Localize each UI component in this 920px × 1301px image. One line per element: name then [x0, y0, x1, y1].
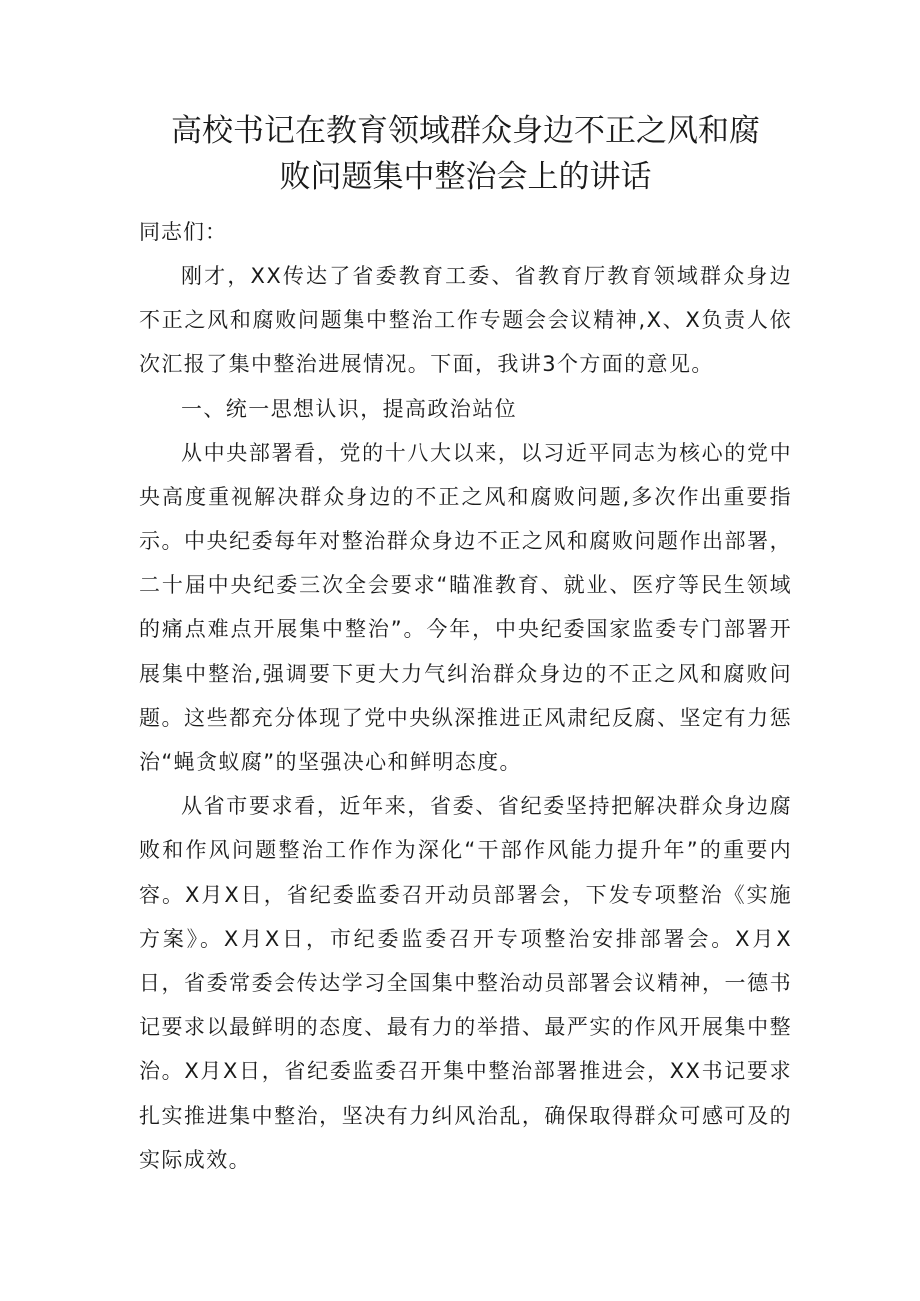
title-line-2: 败问题集中整治会上的讲话 — [279, 159, 652, 195]
section-heading-1: 一、统一思想认识，提高政治站位 — [181, 396, 517, 421]
intro-paragraph: 刚才，XX传达了省委教育工委、省教育厅教育领域群众身边不正之风和腐败问题集中整治工作专题会会议精神,X、X负责人依次汇报了集中整治进展情况。下面，我讲3个方面的意见。 — [139, 264, 792, 377]
document-title — [139, 108, 792, 200]
title-line-1: 高校书记在教育领域群众身边不正之风和腐 — [171, 113, 760, 149]
body-paragraph-1: 从中央部署看，党的十八大以来，以习近平同志为核心的党中央高度重视解决群众身边的不正之风和腐败问题,多次作出重要指示。中央纪委每年对整治群众身边不正之风和腐败问题作出部署，二十届中央纪委三次全会要求“瞄准教育、就业、医疗等民生领域的痛点难点开展集中整治”。今年，中央纪委国家监委专门部署开展集中整治,强调要下更大力气纠治群众身边的不正之风和腐败问题。这些都充分体现了党中央纵深推进正风肃纪反腐、坚定有力惩治“蝇贪蚁腐”的坚强决心和鲜明态度。 — [139, 440, 792, 775]
body-paragraph-2: 从省市要求看，近年来，省委、省纪委坚持把解决群众身边腐败和作风问题整治工作作为深化“干部作风能力提升年”的重要内容。X月X日，省纪委监委召开动员部署会，下发专项整治《实施方案》。X月X日，市纪委监委召开专项整治安排部署会。X月X日，省委常委会传达学习全国集中整治动员部署会议精神，一德书记要求以最鲜明的态度、最有力的举措、最严实的作风开展集中整治。X月X日，省纪委监委召开集中整治部署推进会，XX书记要求扎实推进集中整治，坚决有力纠风治乱，确保取得群众可感可及的实际成效。 — [139, 794, 792, 1172]
salutation: 同志们： — [139, 220, 227, 244]
